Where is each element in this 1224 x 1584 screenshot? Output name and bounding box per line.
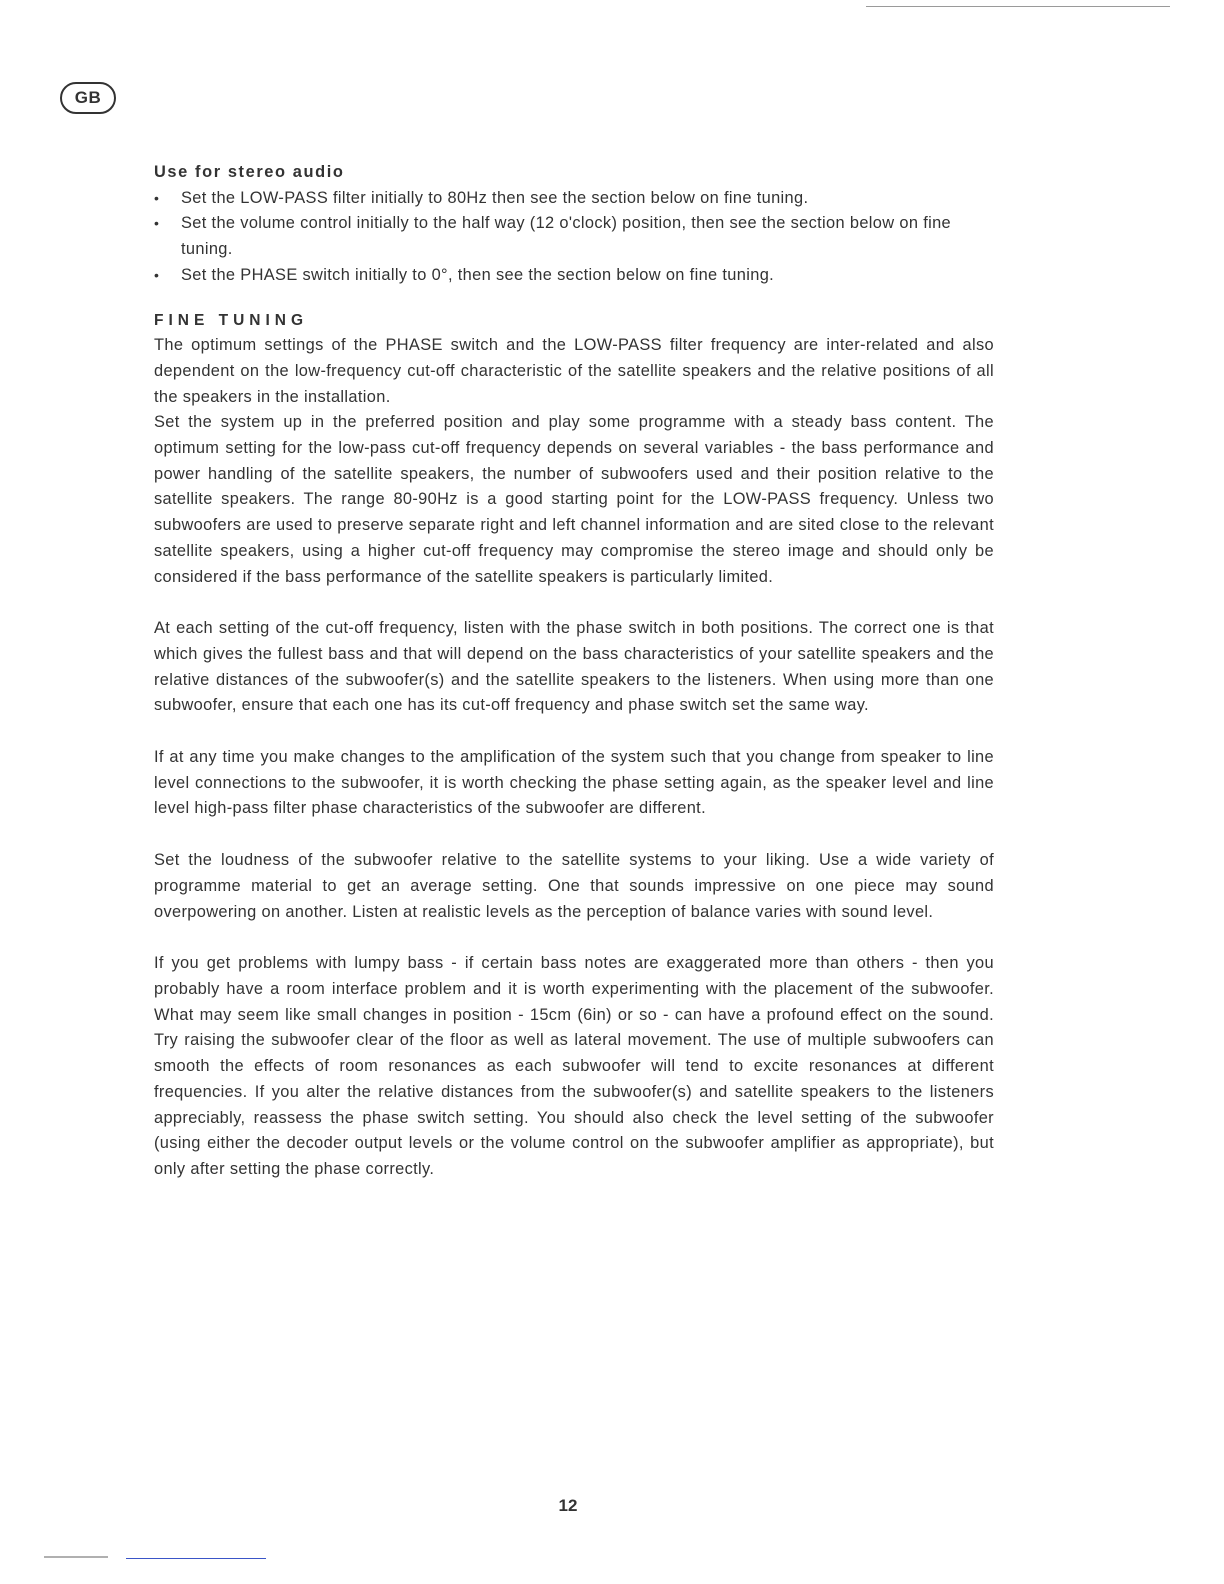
paragraph: Set the loudness of the subwoofer relative to the satellite systems to your liking. Use a wide variety of programme material to get an average setting. One that sounds impressive on one piece may sound overpowering on another. Listen at realistic levels as the perception of balance varies with sound level. [154, 851, 994, 921]
bottom-rule [44, 1556, 108, 1558]
top-rule [866, 6, 1170, 7]
list-item-text: Set the PHASE switch initially to 0°, then see the section below on fine tuning. [181, 265, 775, 284]
stereo-section-heading: Use for stereo audio [154, 163, 345, 181]
page-number: 12 [558, 1496, 578, 1515]
fine-tuning-heading: FINE TUNING [154, 311, 309, 329]
language-badge: GB [60, 82, 116, 114]
bottom-link-rule [126, 1558, 266, 1559]
list-item-text: Set the volume control initially to the half way (12 o'clock) position, then see the section below on fine tuning. [181, 214, 952, 259]
paragraph: The optimum settings of the PHASE switch and the LOW-PASS filter frequency are inter-related and also dependent on the low-frequency cut-off characteristic of the satellite speakers and the relative positions of all the speakers in the installation. [154, 336, 994, 406]
paragraph: At each setting of the cut-off frequency, listen with the phase switch in both positions. The correct one is that which gives the fullest bass and that will depend on the bass characteristics of your satellite speakers and the relative distances of the subwoofer(s) and the satellite speakers to the listeners. When using more than one subwoofer, ensure that each one has its cut-off frequency and phase switch set the same way. [154, 619, 994, 715]
stereo-bullet-list [154, 186, 994, 289]
paragraph: If at any time you make changes to the amplification of the system such that you change from speaker to line level connections to the subwoofer, it is worth checking the phase setting again, as the speaker level and line level high-pass filter phase characteristics of the subwoofer are different. [154, 748, 994, 818]
paragraph: If you get problems with lumpy bass - if certain bass notes are exaggerated more than others - then you probably have a room interface problem and it is worth experimenting with the placement of the subwoofer. What may seem like small changes in position - 15cm (6in) or so - can have a profound effect on the sound. Try raising the subwoofer clear of the floor as well as lateral movement. The use of multiple subwoofers can smooth the effects of room resonances as each subwoofer will tend to excite resonances at different frequencies. If you alter the relative distances from the subwoofer(s) and satellite speakers to the listeners appreciably, reassess the phase switch setting. You should also check the level setting of the subwoofer (using either the decoder output levels or the volume control on the subwoofer amplifier as appropriate), but only after setting the phase correctly. [154, 954, 994, 1178]
paragraph: Set the system up in the preferred position and play some programme with a steady bass content. The optimum setting for the low-pass cut-off frequency depends on several variables - the bass performance and power handling of the satellite speakers, the number of subwoofers used and their position relative to the satellite speakers. The range 80-90Hz is a good starting point for the LOW-PASS frequency. Unless two subwoofers are used to preserve separate right and left channel information and are sited close to the relevant satellite speakers, using a higher cut-off frequency may compromise the stereo image and should only be considered if the bass performance of the satellite speakers is particularly limited. [154, 413, 994, 586]
page-content [154, 160, 994, 1183]
list-item [154, 211, 994, 262]
list-item [154, 186, 994, 212]
bullet-icon: • [154, 189, 160, 206]
bullet-icon: • [154, 266, 160, 283]
list-item [154, 263, 994, 289]
list-item-text: Set the LOW-PASS filter initially to 80Hz then see the section below on fine tuning. [181, 188, 809, 207]
bullet-icon: • [154, 215, 160, 232]
